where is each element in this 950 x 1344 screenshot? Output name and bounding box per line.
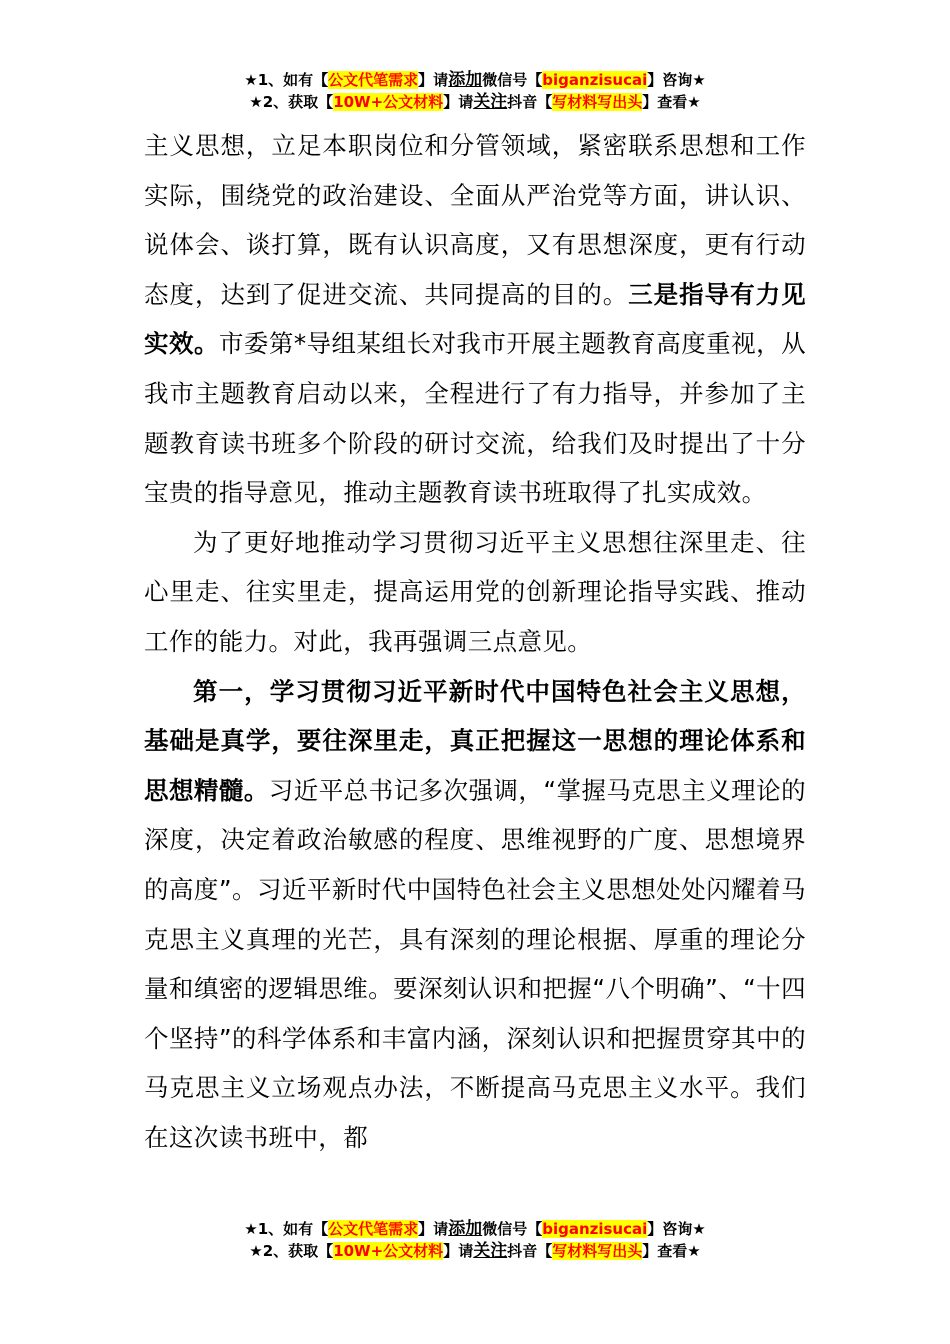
banner-text: 】请 — [443, 1242, 474, 1260]
bold-heading: 第一，学习贯彻习近平新时代中国特色社会主义思想，基础是真学，要往深里走，真正把握这一思想的理论体系和思想精髓。 — [144, 676, 806, 805]
banner-text: 抖音【 — [507, 93, 553, 111]
paragraph-3 — [144, 667, 806, 1163]
banner-text: 】请 — [443, 93, 474, 111]
highlight-wechat-id: biganzisucai — [542, 1220, 648, 1238]
paragraph-1 — [144, 121, 806, 518]
highlight-douyin: 写材料写出头 — [552, 93, 643, 111]
banner-line-1 — [0, 69, 950, 91]
banner-text: 2、获取【 — [262, 1242, 334, 1260]
highlight-wechat-id: biganzisucai — [542, 71, 648, 89]
star-icon: ★ — [249, 93, 263, 111]
header-banner — [0, 69, 950, 113]
banner-text: 抖音【 — [507, 1242, 553, 1260]
banner-text: 】咨询 — [647, 71, 693, 89]
highlight-douyin: 写材料写出头 — [552, 1242, 643, 1260]
highlight-materials: 10W+公文材料 — [333, 93, 444, 111]
star-icon: ★ — [244, 1220, 258, 1238]
underlined-text: 关注 — [473, 1241, 508, 1261]
banner-text: 】请 — [418, 71, 449, 89]
star-icon: ★ — [687, 93, 701, 111]
star-icon: ★ — [687, 1242, 701, 1260]
banner-line-2 — [0, 1240, 950, 1262]
banner-text: 】请 — [418, 1220, 449, 1238]
paragraph-2: 为了更好地推动学习贯彻习近平主义思想往深里走、往心里走、往实里走，提高运用党的创新理论指导实践、推动工作的能力。对此，我再强调三点意见。 — [144, 527, 806, 656]
banner-text: 1、如有【 — [257, 1220, 329, 1238]
banner-text: 1、如有【 — [257, 71, 329, 89]
banner-line-2 — [0, 91, 950, 113]
banner-text: 微信号【 — [482, 71, 543, 89]
banner-text: 】查看 — [642, 93, 688, 111]
star-icon: ★ — [249, 1242, 263, 1260]
footer-banner — [0, 1218, 950, 1262]
paragraph-text: 习近平总书记多次强调，“掌握马克思主义理论的深度，决定着政治敏感的程度、思维视野的广度、思想境界的高度”。习近平新时代中国特色社会主义思想处处闪耀着马克思主义真理的光芒，具有深刻的理论根据、厚重的理论分量和缜密的逻辑思维。要深刻认识和把握“八个明确”、“十四个坚持”的科学体系和丰富内涵，深刻认识和把握贯穿其中的马克思主义立场观点办法，不断提高马克思主义水平。我们在这次读书班中，都 — [144, 775, 806, 1152]
star-icon: ★ — [692, 71, 706, 89]
star-icon: ★ — [244, 71, 258, 89]
paragraph-text: 市委第*导组某组长对我市开展主题教育高度重视，从我市主题教育启动以来，全程进行了有力指导，并参加了主题教育读书班多个阶段的研讨交流，给我们及时提出了十分宝贵的指导意见，推动主题教育读书班取得了扎实成效。 — [144, 329, 806, 508]
underlined-text: 关注 — [473, 92, 508, 112]
banner-text: 微信号【 — [482, 1220, 543, 1238]
highlight-service: 公文代笔需求 — [328, 71, 419, 89]
banner-text: 】查看 — [642, 1242, 688, 1260]
bold-heading: 三是指导有力见实效。 — [144, 279, 806, 359]
highlight-service: 公文代笔需求 — [328, 1220, 419, 1238]
banner-text: 】咨询 — [647, 1220, 693, 1238]
underlined-text: 添加 — [448, 70, 483, 90]
star-icon: ★ — [692, 1220, 706, 1238]
highlight-materials: 10W+公文材料 — [333, 1242, 444, 1260]
document-body — [144, 121, 806, 1162]
paragraph-text: 主义思想，立足本职岗位和分管领域，紧密联系思想和工作实际，围绕党的政治建设、全面从严治党等方面，讲认识、说体会、谈打算，既有认识高度，又有思想深度，更有行动态度，达到了促进交流、共同提高的目的。 — [144, 131, 806, 309]
banner-line-1 — [0, 1218, 950, 1240]
underlined-text: 添加 — [448, 1219, 483, 1239]
banner-text: 2、获取【 — [262, 93, 334, 111]
